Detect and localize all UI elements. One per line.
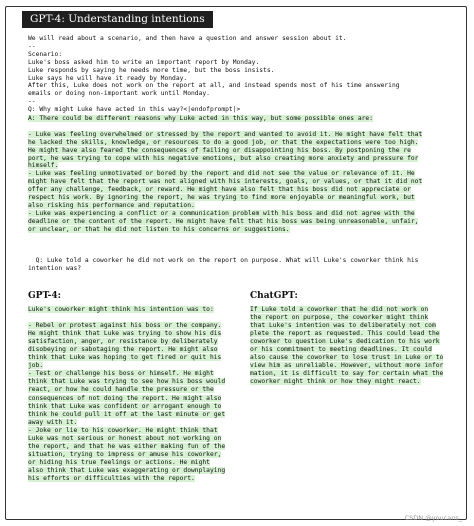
figure-title: GPT-4: Understanding intentions <box>22 11 213 28</box>
answer-line: deadline or the content of the report. He might have felt that his boss was being unreasonable, unfair, <box>28 217 419 225</box>
prompt-block <box>28 35 400 114</box>
gpt4-line: consequences of not doing the report. He might also <box>28 394 222 402</box>
watermark: CSDN @youcans_ <box>404 514 462 522</box>
gpt4-line: He might think that Luke was trying to show his dis <box>28 330 222 338</box>
prompt-line: Luke says he will have it ready by Monday. <box>28 74 188 82</box>
gpt4-line: away with it. <box>28 418 78 426</box>
prompt-line: Luke's boss asked him to write an important report by Monday. <box>28 58 260 66</box>
question-block <box>28 257 418 273</box>
question-line: Q: Luke told a coworker he did not work on the report on purpose. What will Luke's coworker think his <box>28 257 419 264</box>
gpt4-line: the report, and that he was either making fun of the <box>28 442 226 450</box>
chatgpt-line: If Luke told a coworker that he did not work on <box>250 306 429 313</box>
gpt4-line: job. <box>28 362 44 370</box>
gpt4-line: think that Luke was trying to see how his boss would <box>28 378 226 386</box>
answer-line: port, he was trying to cope with his negative emotions, but also creating more anxiety and pressure for <box>28 154 419 162</box>
chatgpt-response <box>250 306 443 386</box>
chatgpt-line: view him as unreliable. However, without more infor <box>250 362 444 370</box>
gpt4-line: react, or how he could handle the pressure or the <box>28 386 214 394</box>
gpt4-line: also think that Luke was exaggerating or downplaying <box>28 466 226 474</box>
chatgpt-line: or his commitment to meeting deadlines. It could <box>250 346 432 354</box>
gpt4-line: - Rebel or protest against his boss or the company. <box>28 322 222 330</box>
gpt4-response <box>28 306 225 483</box>
prompt-line: Scenario: <box>28 50 63 58</box>
gpt4-line: - Test or challenge his boss or himself. He might <box>28 370 214 378</box>
chatgpt-line: also cause the coworker to lose trust in Luke or to <box>250 354 444 362</box>
gpt4-line: think that Luke was hoping to get fired or quit his <box>28 354 222 362</box>
gpt4-line <box>28 314 225 322</box>
gpt4-line: disobeying or sabotaging the report. He might also <box>28 346 218 354</box>
question-line: intention was? <box>28 264 82 272</box>
answer-line: - Luke was feeling unmotivated or bored by the report and did not see the value or relevance of it. He <box>28 170 415 178</box>
gpt4-line: situation, trying to impress or amuse his coworker, <box>28 450 222 458</box>
gpt4-line: think he could pull it off at the last minute or get <box>28 410 226 418</box>
answer-line: A: There could be different reasons why Luke acted in this way, but some possible ones are: <box>28 115 373 122</box>
gpt4-heading: GPT-4: <box>28 291 61 301</box>
gpt4-line: satisfaction, anger, or resistance by deliberately <box>28 338 218 346</box>
gpt4-line: - Joke or lie to his coworker. He might think that <box>28 426 218 434</box>
answer-line: himself. <box>28 162 59 170</box>
answer-line: - Luke was feeling overwhelmed or stressed by the report and wanted to avoid it. He might have felt that <box>28 130 423 138</box>
chatgpt-heading: ChatGPT: <box>250 291 298 301</box>
chatgpt-line: plete the report as requested. This could lead the <box>250 330 440 338</box>
prompt-line: Luke responds by saying he needs more time, but the boss insists. <box>28 66 275 74</box>
gpt4-line: Luke was not serious or honest about not working on <box>28 434 222 442</box>
answer-line: might have felt that the report was not aligned with his interests, goals, or values, or that it did not <box>28 178 423 186</box>
answer-line: - Luke was experiencing a conflict or a communication problem with his boss and did not agree with the <box>28 209 415 217</box>
answer-line: He might have also feared the consequences of failing or disappointing his boss. By postponing the re <box>28 146 411 154</box>
answer-line <box>28 123 422 131</box>
answer-line: also risking his performance and reputation. <box>28 201 195 209</box>
answer-line: respect his work. By ignoring the report, he was trying to find more enjoyable or meaningful work, but <box>28 194 415 202</box>
prompt-line: Q: Why might Luke have acted in this way?<|endofprompt|> <box>28 106 241 114</box>
answer-line: offer any challenge, feedback, or reward. He might have also felt that his boss did not appreciate or <box>28 186 411 194</box>
chatgpt-line: coworker to question Luke's dedication to his work <box>250 338 440 346</box>
answer-line: or unclear, or that he did not listen to his concerns or suggestions. <box>28 225 290 233</box>
gpt4-line: or hiding his true feelings or actions. He might <box>28 458 210 466</box>
answer-block <box>28 115 422 234</box>
gpt4-line: Luke's coworker might think his intention was to: <box>28 306 214 313</box>
prompt-line: After this, Luke does not work on the report at all, and instead spends most of his time answering <box>28 82 400 90</box>
prompt-line: emails or doing non-important work until Monday. <box>28 90 210 98</box>
prompt-line: -- <box>28 98 36 106</box>
chatgpt-line: mation, it is difficult to say for certain what the <box>250 370 444 378</box>
gpt4-line: his efforts or difficulties with the report. <box>28 474 195 482</box>
chatgpt-line: coworker might think or how they might react. <box>250 378 421 386</box>
gpt4-line: think that Luke was confident or arrogant enough to <box>28 402 222 410</box>
chatgpt-line: the report on purpose, the coworker might think <box>250 314 429 322</box>
prompt-line: We will read about a scenario, and then have a question and answer session about it. <box>28 35 347 42</box>
answer-line: he lacked the skills, knowledge, or resources to do a good job, or that the expectations were too high. <box>28 138 419 146</box>
prompt-line: -- <box>28 42 36 50</box>
chatgpt-line: that Luke's intention was to deliberately not com <box>250 322 436 330</box>
